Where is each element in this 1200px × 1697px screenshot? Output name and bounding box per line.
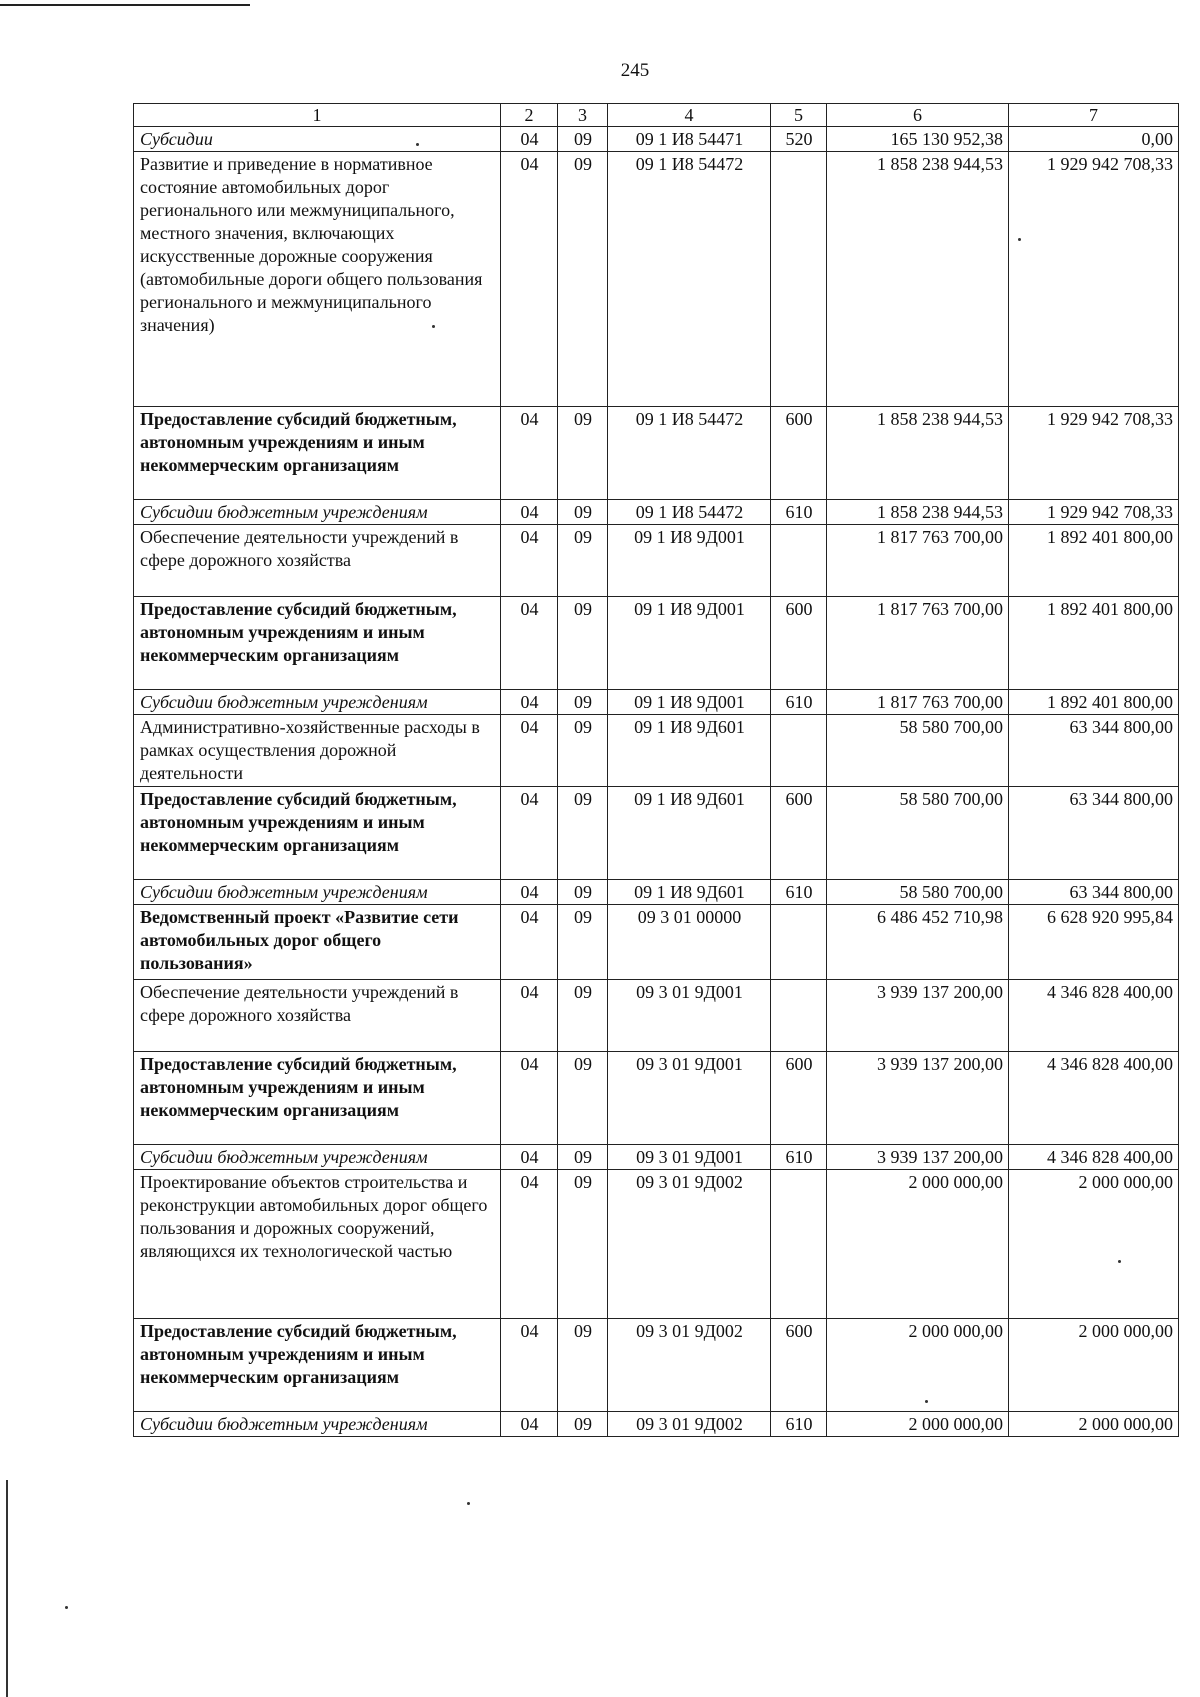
amount-year1-cell: 2 000 000,00 xyxy=(827,1319,1009,1412)
target-article-cell: 09 3 01 9Д002 xyxy=(608,1412,771,1437)
scan-edge-mark xyxy=(6,1480,8,1697)
section-code-cell: 04 xyxy=(501,407,558,500)
amount-year2-cell: 4 346 828 400,00 xyxy=(1009,1052,1179,1145)
amount-year2-cell: 2 000 000,00 xyxy=(1009,1319,1179,1412)
subsection-code-cell: 09 xyxy=(558,880,608,905)
amount-year2-cell: 6 628 920 995,84 xyxy=(1009,905,1179,980)
table-row xyxy=(134,407,1179,500)
amount-year1-cell: 1 858 238 944,53 xyxy=(827,500,1009,525)
table-row xyxy=(134,1052,1179,1145)
amount-year2-cell: 4 346 828 400,00 xyxy=(1009,980,1179,1052)
section-code-cell: 04 xyxy=(501,980,558,1052)
amount-year2-cell: 1 892 401 800,00 xyxy=(1009,597,1179,690)
expense-type-cell xyxy=(771,905,827,980)
scan-speck xyxy=(416,143,419,146)
expense-type-cell xyxy=(771,980,827,1052)
budget-table xyxy=(133,103,1179,1437)
amount-year1-cell: 58 580 700,00 xyxy=(827,880,1009,905)
target-article-cell: 09 1 И8 9Д601 xyxy=(608,715,771,787)
expense-type-cell xyxy=(771,152,827,407)
target-article-cell: 09 3 01 00000 xyxy=(608,905,771,980)
amount-year1-cell: 58 580 700,00 xyxy=(827,715,1009,787)
section-code-cell: 04 xyxy=(501,1170,558,1319)
row-name-cell: Обеспечение деятельности учреждений в сфере дорожного хозяйства xyxy=(134,980,501,1052)
table-row xyxy=(134,597,1179,690)
target-article-cell: 09 1 И8 54471 xyxy=(608,127,771,152)
section-code-cell: 04 xyxy=(501,787,558,880)
row-name-cell: Развитие и приведение в нормативное состояние автомобильных дорог регионального или межмуниципального, местного значения, включающих искусственные дорожные сооружения (автомобильные дороги общего пользования регионального и межмуниципального значения) xyxy=(134,152,501,407)
target-article-cell: 09 1 И8 9Д001 xyxy=(608,525,771,597)
table-row xyxy=(134,905,1179,980)
table-row xyxy=(134,787,1179,880)
section-code-cell: 04 xyxy=(501,500,558,525)
header-cell: 5 xyxy=(771,104,827,127)
amount-year1-cell: 1 858 238 944,53 xyxy=(827,152,1009,407)
row-name-cell: Обеспечение деятельности учреждений в сфере дорожного хозяйства xyxy=(134,525,501,597)
subsection-code-cell: 09 xyxy=(558,905,608,980)
subsection-code-cell: 09 xyxy=(558,690,608,715)
amount-year2-cell: 0,00 xyxy=(1009,127,1179,152)
page-number: 245 xyxy=(620,60,650,81)
expense-type-cell: 610 xyxy=(771,690,827,715)
target-article-cell: 09 3 01 9Д001 xyxy=(608,1145,771,1170)
scan-speck xyxy=(1018,238,1021,241)
section-code-cell: 04 xyxy=(501,905,558,980)
header-cell: 2 xyxy=(501,104,558,127)
amount-year1-cell: 1 817 763 700,00 xyxy=(827,690,1009,715)
target-article-cell: 09 3 01 9Д002 xyxy=(608,1170,771,1319)
header-cell: 6 xyxy=(827,104,1009,127)
scan-speck xyxy=(925,1400,928,1403)
row-name-cell: Предоставление субсидий бюджетным, автономным учреждениям и иным некоммерческим организациям xyxy=(134,1052,501,1145)
amount-year1-cell: 1 817 763 700,00 xyxy=(827,525,1009,597)
amount-year2-cell: 63 344 800,00 xyxy=(1009,880,1179,905)
row-name-cell: Субсидии бюджетным учреждениям xyxy=(134,1145,501,1170)
section-code-cell: 04 xyxy=(501,1052,558,1145)
amount-year2-cell: 63 344 800,00 xyxy=(1009,715,1179,787)
section-code-cell: 04 xyxy=(501,525,558,597)
scan-edge-mark xyxy=(0,4,250,6)
subsection-code-cell: 09 xyxy=(558,1145,608,1170)
expense-type-cell: 600 xyxy=(771,1052,827,1145)
row-name-cell: Предоставление субсидий бюджетным, автономным учреждениям и иным некоммерческим организациям xyxy=(134,597,501,690)
table-row xyxy=(134,715,1179,787)
table-row xyxy=(134,127,1179,152)
row-name-cell: Субсидии бюджетным учреждениям xyxy=(134,500,501,525)
amount-year1-cell: 3 939 137 200,00 xyxy=(827,980,1009,1052)
section-code-cell: 04 xyxy=(501,690,558,715)
subsection-code-cell: 09 xyxy=(558,152,608,407)
table-row xyxy=(134,152,1179,407)
table-row xyxy=(134,1170,1179,1319)
section-code-cell: 04 xyxy=(501,715,558,787)
section-code-cell: 04 xyxy=(501,597,558,690)
amount-year2-cell: 1 892 401 800,00 xyxy=(1009,525,1179,597)
amount-year2-cell: 1 929 942 708,33 xyxy=(1009,500,1179,525)
table-row xyxy=(134,1145,1179,1170)
subsection-code-cell: 09 xyxy=(558,500,608,525)
expense-type-cell xyxy=(771,715,827,787)
expense-type-cell: 520 xyxy=(771,127,827,152)
scan-speck xyxy=(1118,1260,1121,1263)
amount-year2-cell: 63 344 800,00 xyxy=(1009,787,1179,880)
table-row xyxy=(134,500,1179,525)
subsection-code-cell: 09 xyxy=(558,1412,608,1437)
target-article-cell: 09 1 И8 54472 xyxy=(608,500,771,525)
amount-year1-cell: 1 858 238 944,53 xyxy=(827,407,1009,500)
header-cell: 4 xyxy=(608,104,771,127)
amount-year2-cell: 2 000 000,00 xyxy=(1009,1412,1179,1437)
target-article-cell: 09 3 01 9Д002 xyxy=(608,1319,771,1412)
expense-type-cell: 600 xyxy=(771,787,827,880)
row-name-cell: Предоставление субсидий бюджетным, автономным учреждениям и иным некоммерческим организациям xyxy=(134,1319,501,1412)
table-row xyxy=(134,690,1179,715)
row-name-cell: Предоставление субсидий бюджетным, автономным учреждениям и иным некоммерческим организациям xyxy=(134,407,501,500)
amount-year2-cell: 1 929 942 708,33 xyxy=(1009,407,1179,500)
row-name-cell: Субсидии xyxy=(134,127,501,152)
row-name-cell: Административно-хозяйственные расходы в рамках осуществления дорожной деятельности xyxy=(134,715,501,787)
subsection-code-cell: 09 xyxy=(558,127,608,152)
header-cell: 1 xyxy=(134,104,501,127)
table-row xyxy=(134,1319,1179,1412)
subsection-code-cell: 09 xyxy=(558,1170,608,1319)
subsection-code-cell: 09 xyxy=(558,525,608,597)
section-code-cell: 04 xyxy=(501,1319,558,1412)
subsection-code-cell: 09 xyxy=(558,715,608,787)
expense-type-cell xyxy=(771,525,827,597)
table-row xyxy=(134,525,1179,597)
row-name-cell: Субсидии бюджетным учреждениям xyxy=(134,1412,501,1437)
section-code-cell: 04 xyxy=(501,1412,558,1437)
subsection-code-cell: 09 xyxy=(558,1052,608,1145)
section-code-cell: 04 xyxy=(501,152,558,407)
subsection-code-cell: 09 xyxy=(558,980,608,1052)
target-article-cell: 09 1 И8 9Д001 xyxy=(608,690,771,715)
subsection-code-cell: 09 xyxy=(558,1319,608,1412)
expense-type-cell: 610 xyxy=(771,500,827,525)
table-body xyxy=(134,127,1179,1437)
amount-year1-cell: 2 000 000,00 xyxy=(827,1170,1009,1319)
amount-year1-cell: 58 580 700,00 xyxy=(827,787,1009,880)
target-article-cell: 09 1 И8 9Д001 xyxy=(608,597,771,690)
table-row xyxy=(134,880,1179,905)
subsection-code-cell: 09 xyxy=(558,407,608,500)
expense-type-cell: 600 xyxy=(771,1319,827,1412)
subsection-code-cell: 09 xyxy=(558,597,608,690)
amount-year1-cell: 1 817 763 700,00 xyxy=(827,597,1009,690)
expense-type-cell xyxy=(771,1170,827,1319)
expense-type-cell: 600 xyxy=(771,407,827,500)
amount-year2-cell: 4 346 828 400,00 xyxy=(1009,1145,1179,1170)
amount-year1-cell: 2 000 000,00 xyxy=(827,1412,1009,1437)
amount-year1-cell: 165 130 952,38 xyxy=(827,127,1009,152)
amount-year1-cell: 6 486 452 710,98 xyxy=(827,905,1009,980)
amount-year2-cell: 1 892 401 800,00 xyxy=(1009,690,1179,715)
row-name-cell: Ведомственный проект «Развитие сети автомобильных дорог общего пользования» xyxy=(134,905,501,980)
expense-type-cell: 600 xyxy=(771,597,827,690)
target-article-cell: 09 1 И8 9Д601 xyxy=(608,787,771,880)
section-code-cell: 04 xyxy=(501,1145,558,1170)
target-article-cell: 09 3 01 9Д001 xyxy=(608,1052,771,1145)
section-code-cell: 04 xyxy=(501,880,558,905)
section-code-cell: 04 xyxy=(501,127,558,152)
scan-speck xyxy=(467,1502,470,1505)
amount-year1-cell: 3 939 137 200,00 xyxy=(827,1052,1009,1145)
target-article-cell: 09 1 И8 9Д601 xyxy=(608,880,771,905)
row-name-cell: Предоставление субсидий бюджетным, автономным учреждениям и иным некоммерческим организациям xyxy=(134,787,501,880)
row-name-cell: Субсидии бюджетным учреждениям xyxy=(134,690,501,715)
expense-type-cell: 610 xyxy=(771,880,827,905)
header-cell: 3 xyxy=(558,104,608,127)
row-name-cell: Проектирование объектов строительства и реконструкции автомобильных дорог общего пользования и дорожных сооружений, являющихся их технологической частью xyxy=(134,1170,501,1319)
scan-speck xyxy=(65,1606,68,1609)
table-header-row xyxy=(134,104,1179,127)
amount-year2-cell: 1 929 942 708,33 xyxy=(1009,152,1179,407)
table-row xyxy=(134,980,1179,1052)
target-article-cell: 09 1 И8 54472 xyxy=(608,407,771,500)
target-article-cell: 09 3 01 9Д001 xyxy=(608,980,771,1052)
row-name-cell: Субсидии бюджетным учреждениям xyxy=(134,880,501,905)
scan-speck xyxy=(432,325,435,328)
target-article-cell: 09 1 И8 54472 xyxy=(608,152,771,407)
subsection-code-cell: 09 xyxy=(558,787,608,880)
amount-year2-cell: 2 000 000,00 xyxy=(1009,1170,1179,1319)
table-row xyxy=(134,1412,1179,1437)
header-cell: 7 xyxy=(1009,104,1179,127)
expense-type-cell: 610 xyxy=(771,1145,827,1170)
expense-type-cell: 610 xyxy=(771,1412,827,1437)
amount-year1-cell: 3 939 137 200,00 xyxy=(827,1145,1009,1170)
